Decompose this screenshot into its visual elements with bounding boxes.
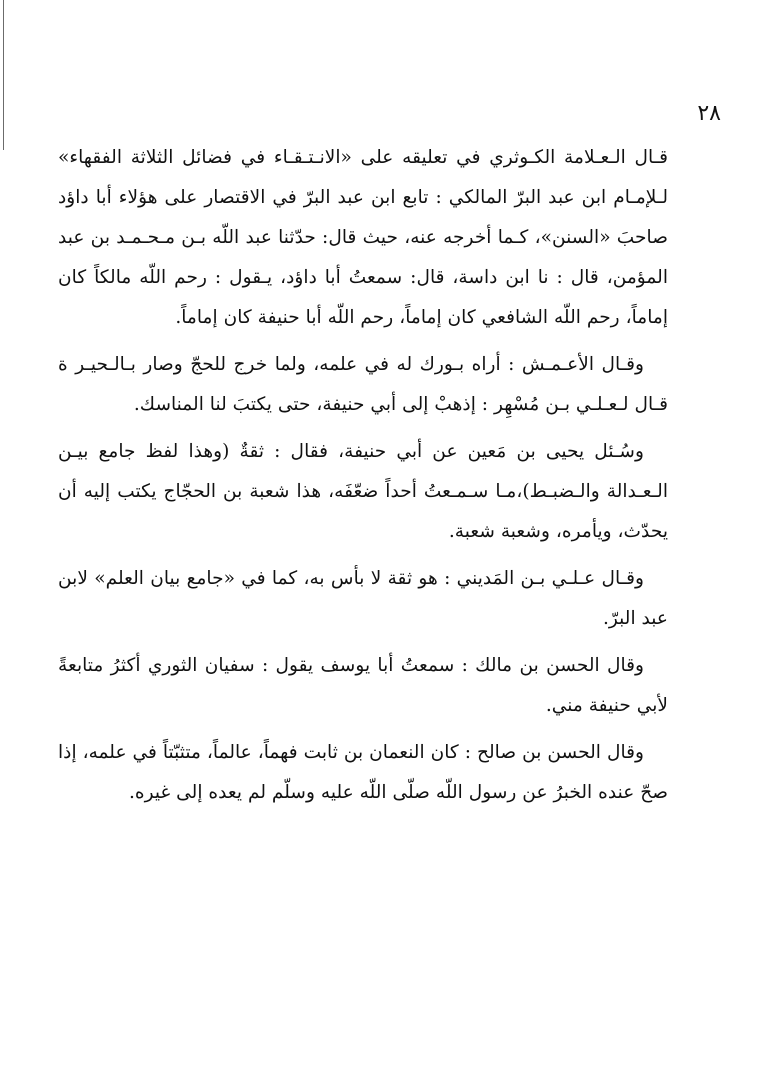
paragraph-amash: وقـال الأعـمـش : أراه بـورك له في علمه، ولما خرج للحجّ وصار بـالـحيـر ة قـال لـعـلـي بـن مُسْهِر : إذهبْ إلى أبي حنيفة، حتى يكتبَ لنا المناسك. bbox=[58, 354, 668, 415]
paragraph-hasan-ibn-malik: وقال الحسن بن مالك : سمعتُ أبا يوسف يقول : سفيان الثوري أكثرُ متابعةً لأبي حنيفة مني. bbox=[58, 655, 668, 716]
paragraph-ali-ibn-madini: وقـال عـلـي بـن المَديني : هو ثقة لا بأس به، كما في «جامع بيان العلم» لابن عبد البرّ. bbox=[58, 568, 668, 629]
page-edge-line bbox=[3, 0, 4, 150]
body-text bbox=[58, 138, 668, 820]
paragraph-yahya-ibn-main: وسُـئل يحيى بن مَعين عن أبي حنيفة، فقال : ثقةٌ (وهذا لفظ جامع بيـن الـعـدالة والـضبـط)،مـا سـمـعتُ أحداً ضعّفَه، هذا شعبة بن الحجّاج يكتب إليه أن يحدّث، ويأمره، وشعبة شعبة. bbox=[58, 441, 668, 542]
paragraph-kawthari-quote: قـال الـعـلامة الكـوثري في تعليقه على «الانـتـقـاء في فضائل الثلاثة الفقهاء» لـلإمـام ابن عبد البرّ المالكي : تابع ابن عبد البرّ في الاقتصار على هؤلاء أبا داؤد صاحبَ «السنن»، كـما أخرجه عنه، حيث قال: حدّثنا عبد اللّه بـن مـحـمـد بن عبد المؤمن، قال : نا ابن داسة، قال: سمعتُ أبا داؤد، يـقول : رحم اللّه مالكاً كان إماماً، رحم اللّه الشافعي كان إماماً، رحم اللّه أبا حنيفة كان إماماً. bbox=[58, 147, 668, 328]
paragraph-hasan-ibn-salih: وقال الحسن بن صالح : كان النعمان بن ثابت فهماً، عالماً، متثبّتاً في علمه، إذا صحّ عنده الخبرُ عن رسول اللّه صلّى اللّه عليه وسلّم لم يعده إلى غيره. bbox=[58, 742, 668, 803]
page-number: ٢٨ bbox=[697, 101, 721, 126]
